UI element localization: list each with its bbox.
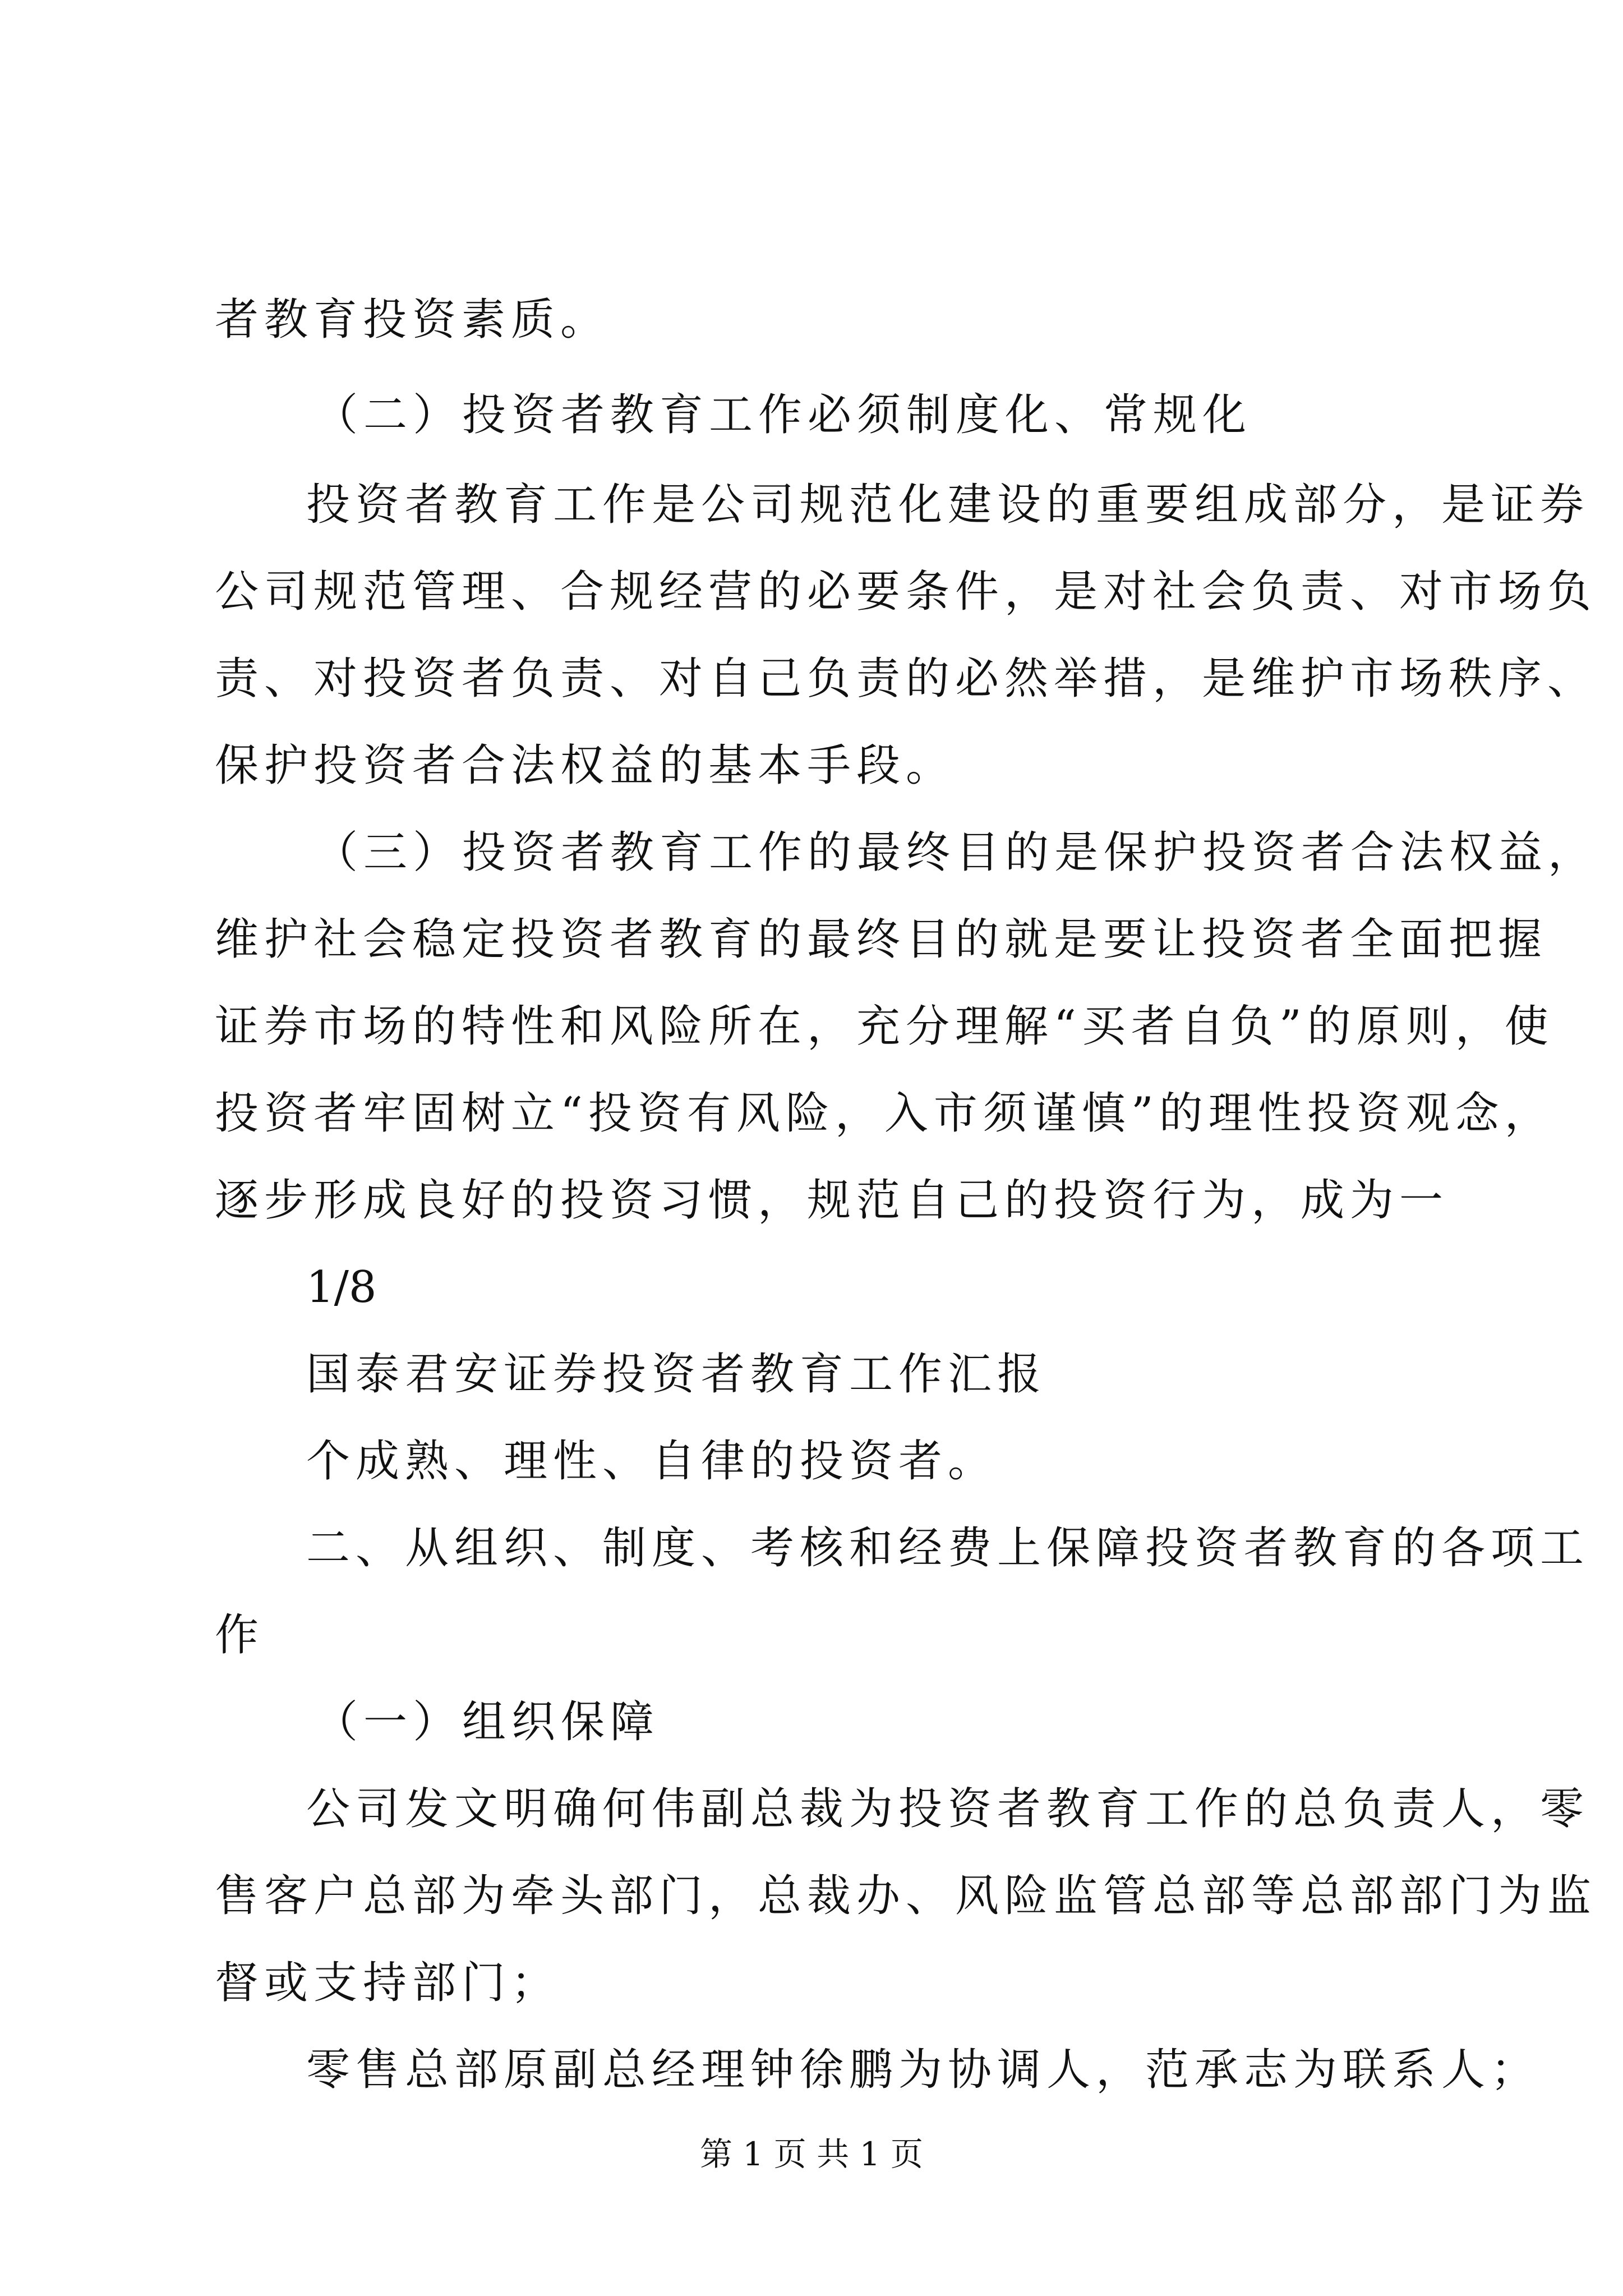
subsection-heading-1: （一）组织保障	[314, 1697, 660, 1747]
paragraph-line-12: 督或支持部门；	[215, 1958, 561, 2008]
section-heading-2: （二）投资者教育工作必须制度化、常规化	[314, 390, 1252, 440]
report-title: 国泰君安证券投资者教育工作汇报	[306, 1349, 1047, 1400]
paragraph-line-4: 保护投资者合法权益的基本手段。	[215, 740, 956, 791]
paragraph-line-6: 证券市场的特性和风险所在，充分理解“买者自负”的原则，使	[215, 1001, 1554, 1052]
section-heading-two-cont: 作	[215, 1610, 265, 1660]
paragraph-line-13: 零售总部原副总经理钟徐鹏为协调人，范承志为联系人；	[306, 2045, 1541, 2095]
paragraph-line-9: 个成熟、理性、自律的投资者。	[306, 1436, 998, 1487]
paragraph-line-2: 公司规范管理、合规经营的必要条件，是对社会负责、对市场负	[215, 567, 1597, 617]
paragraph-line-10: 公司发文明确何伟副总裁为投资者教育工作的总负责人，零	[306, 1784, 1590, 1834]
paragraph-line-3: 责、对投资者负责、对自己负责的必然举措，是维护市场秩序、	[215, 654, 1597, 704]
paragraph-line-8: 逐步形成良好的投资习惯，规范自己的投资行为，成为一	[215, 1175, 1449, 1226]
text-line-1: 者教育投资素质。	[215, 295, 610, 345]
paragraph-line-5: 维护社会稳定投资者教育的最终目的就是要让投资者全面把握	[215, 914, 1548, 965]
page-footer: 第 1 页 共 1 页	[700, 2135, 923, 2173]
section-heading-two: 二、从组织、制度、考核和经费上保障投资者教育的各项工	[306, 1523, 1590, 1573]
page-marker: 1/8	[306, 1262, 377, 1313]
paragraph-line-7: 投资者牢固树立“投资有风险，入市须谨慎”的理性投资观念，	[215, 1088, 1554, 1139]
paragraph-line-1: 投资者教育工作是公司规范化建设的重要组成部分，是证券	[306, 480, 1590, 530]
paragraph-line-11: 售客户总部为牵头部门，总裁办、风险监管总部等总部部门为监	[215, 1871, 1597, 1921]
section-heading-3: （三）投资者教育工作的最终目的是保护投资者合法权益，	[314, 827, 1598, 878]
